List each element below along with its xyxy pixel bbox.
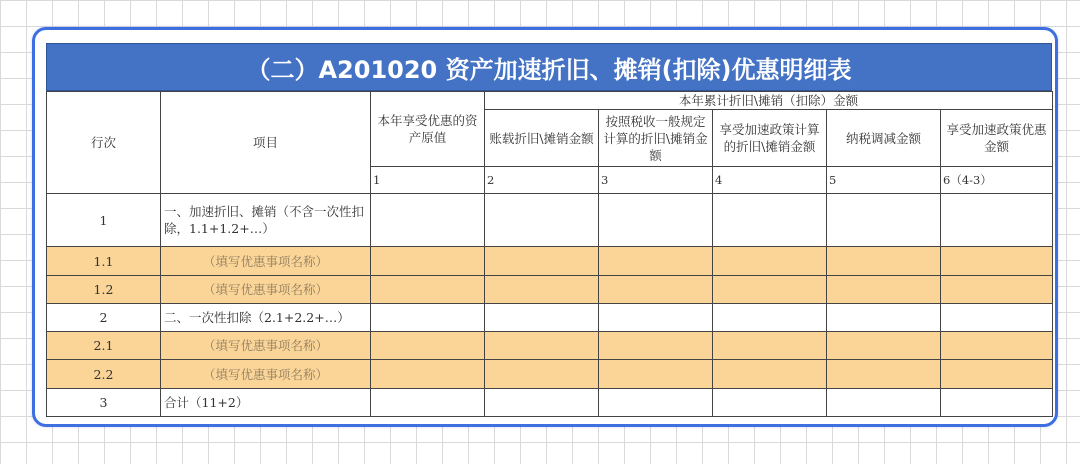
col-number-4: 4 — [713, 167, 827, 194]
form-title: （二）A201020 资产加速折旧、摊销(扣除)优惠明细表 — [46, 43, 1052, 91]
row-number: 1.1 — [47, 247, 161, 276]
value-cell[interactable] — [371, 389, 485, 417]
value-cell[interactable] — [371, 276, 485, 304]
value-cell[interactable] — [485, 360, 599, 389]
value-cell[interactable] — [599, 389, 713, 417]
table-row — [47, 389, 1053, 417]
header-tax-adjust: 纳税调减金额 — [827, 110, 941, 167]
value-cell[interactable] — [941, 304, 1053, 332]
col-number-6: 6（4-3） — [941, 167, 1053, 194]
row-item[interactable]: （填写优惠事项名称） — [161, 332, 371, 360]
col-number-3: 3 — [599, 167, 713, 194]
value-cell[interactable] — [713, 389, 827, 417]
value-cell[interactable] — [371, 332, 485, 360]
header-original-value: 本年享受优惠的资产原值 — [371, 92, 485, 167]
value-cell[interactable] — [371, 194, 485, 247]
value-cell[interactable] — [713, 304, 827, 332]
row-number: 2 — [47, 304, 161, 332]
col-number-1: 1 — [371, 167, 485, 194]
value-cell[interactable] — [827, 389, 941, 417]
header-benefit: 享受加速政策优惠金额 — [941, 110, 1053, 167]
value-cell[interactable] — [713, 194, 827, 247]
value-cell[interactable] — [941, 247, 1053, 276]
row-number: 1 — [47, 194, 161, 247]
row-number: 1.2 — [47, 276, 161, 304]
value-cell[interactable] — [371, 247, 485, 276]
row-item: 一、加速折旧、摊销（不含一次性扣除，1.1+1.2+…） — [161, 194, 371, 247]
row-item: 二、一次性扣除（2.1+2.2+…） — [161, 304, 371, 332]
table-row — [47, 276, 1053, 304]
value-cell[interactable] — [371, 360, 485, 389]
col-number-2: 2 — [485, 167, 599, 194]
value-cell[interactable] — [485, 194, 599, 247]
row-number: 2.1 — [47, 332, 161, 360]
table-row — [47, 247, 1053, 276]
detail-table — [46, 91, 1053, 417]
value-cell[interactable] — [827, 332, 941, 360]
row-number: 2.2 — [47, 360, 161, 389]
value-cell[interactable] — [941, 360, 1053, 389]
value-cell[interactable] — [713, 332, 827, 360]
value-cell[interactable] — [599, 194, 713, 247]
value-cell[interactable] — [827, 360, 941, 389]
row-number: 3 — [47, 389, 161, 417]
row-item[interactable]: （填写优惠事项名称） — [161, 360, 371, 389]
table-row — [47, 194, 1053, 247]
row-item[interactable]: （填写优惠事项名称） — [161, 276, 371, 304]
value-cell[interactable] — [713, 276, 827, 304]
value-cell[interactable] — [941, 332, 1053, 360]
value-cell[interactable] — [485, 389, 599, 417]
value-cell[interactable] — [713, 247, 827, 276]
value-cell[interactable] — [713, 360, 827, 389]
value-cell[interactable] — [599, 276, 713, 304]
value-cell[interactable] — [941, 276, 1053, 304]
header-book-amount: 账载折旧\摊销金额 — [485, 110, 599, 167]
value-cell[interactable] — [485, 332, 599, 360]
value-cell[interactable] — [485, 276, 599, 304]
value-cell[interactable] — [827, 194, 941, 247]
header-row-no: 行次 — [47, 92, 161, 194]
value-cell[interactable] — [485, 304, 599, 332]
value-cell[interactable] — [371, 304, 485, 332]
value-cell[interactable] — [941, 194, 1053, 247]
col-number-5: 5 — [827, 167, 941, 194]
row-item[interactable]: （填写优惠事项名称） — [161, 247, 371, 276]
value-cell[interactable] — [827, 247, 941, 276]
value-cell[interactable] — [827, 304, 941, 332]
table-row — [47, 332, 1053, 360]
value-cell[interactable] — [599, 247, 713, 276]
form-frame — [32, 27, 1058, 427]
value-cell[interactable] — [599, 332, 713, 360]
header-accelerated: 享受加速政策计算的折旧\摊销金额 — [713, 110, 827, 167]
header-tax-general: 按照税收一般规定计算的折旧\摊销金额 — [599, 110, 713, 167]
header-row — [47, 92, 1053, 110]
value-cell[interactable] — [599, 360, 713, 389]
header-item: 项目 — [161, 92, 371, 194]
row-item: 合计（11+2） — [161, 389, 371, 417]
value-cell[interactable] — [485, 247, 599, 276]
value-cell[interactable] — [599, 304, 713, 332]
header-cumulative-group: 本年累计折旧\摊销（扣除）金额 — [485, 92, 1053, 110]
value-cell[interactable] — [827, 276, 941, 304]
table-row — [47, 304, 1053, 332]
table-row — [47, 360, 1053, 389]
value-cell[interactable] — [941, 389, 1053, 417]
